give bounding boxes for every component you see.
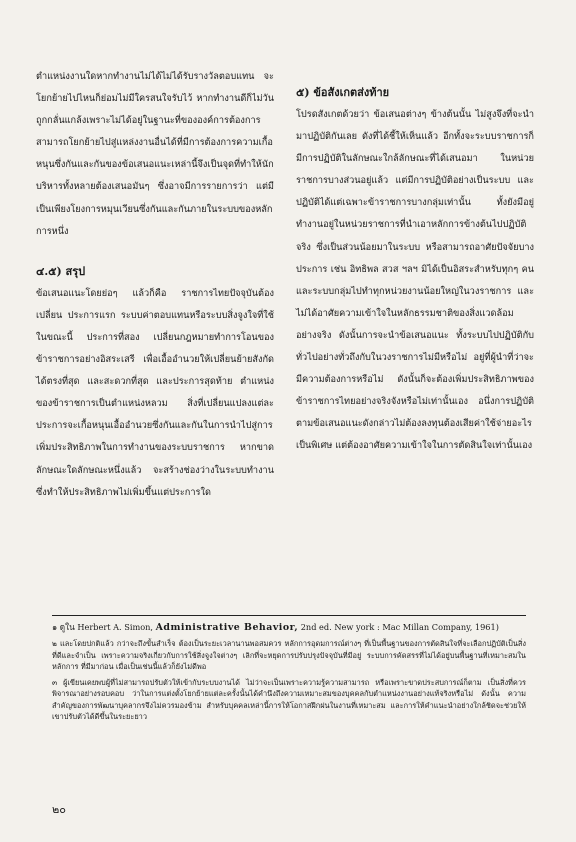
- footnote-3: ๓ ผู้เขียนเคยพบผู้ที่ไม่สามารถปรับตัวให้เข้ากับระบบงานได้ ไม่ว่าจะเป็นเพราะความรู้ความสามารถ หรือเพราะขาดประสบการณ์ก็ตาม เป็นสิ่งที่ควรพิจารณาอย่างรอบคอบ ว่าในการแต่งตั้งโยกย้ายแต่ละครั้งนั้นได้คำนึงถึงความเหมาะสมของบุคคลกับตำแหน่งงานอย่างแท้จริงหรือไม่ ดังนั้น ความสำคัญของการพัฒนาบุคลากรจึงไม่ควรมองข้าม สำหรับบุคคลเหล่านี้การให้โอกาสฝึกฝนในงานที่เหมาะสม และการให้คำแนะนำอย่างใกล้ชิดจะช่วยให้เขาปรับตัวได้ดีขึ้นในระยะยาว: [52, 677, 526, 721]
- right-paragraph-1: โปรดสังเกตด้วยว่า ข้อเสนอต่างๆ ข้างต้นนั้น ไม่สูงจึงที่จะนำมาปฏิบัติกันเลย ดังที่ได้ชี้ให้เห็นแล้ว อีกทั้งจะระบบราชการก็มีการปฏิบัติในลักษณะใกล้ลักษณะที่ได้เสนอมา ในหน่วยราชการบางส่วนอยู่แล้ว แต่มีการปฏิบัติอย่างเป็นระบบ และปฏิบัติได้แต่เฉพาะข้าราชการบางกลุ่มเท่านั้น ทั้งยังมีอยู่ทำงานอยู่ในหน่วยราชการที่นำเอาหลักการข้างต้นไปปฏิบัติจริง ซึ่งเป็นส่วนน้อยมาในระบบ หรือสามารถอาศัยปัจจัยบางประการ เช่น อิทธิพล สวส ฯลฯ มิได้เป็นอิสระสำหรับทุกๆ คน และระบบกลุ่มไปทำทุกหน่วยงานน้อยใหญ่ในวงราชการ และไม่ได้อาศัยความเข้าใจในหลักธรรมชาติของสิ่งแวดล้อมอย่างจริง ดังนั้นการจะนำข้อเสนอแนะ ทั้งระบบไปปฏิบัติกับทั่วไปอย่างทั่วถึงกับในวงราชการไม่มีหรือไม่ อยู่ที่ผู้นำที่ว่าจะมีความต้องการหรือไม่ ดังนั้นก็จะต้องเพิ่มประสิทธิภาพของข้าราชการไทยอย่างจริงจังหรือไม่เท่านั้นเอง อนึ่งการปฏิบัติตามข้อเสนอแนะดังกล่าวไม่ต้องลงทุนต้องเสียค่าใช้จ่ายอะไรเป็นพิเศษ แต่ต้องอาศัยความเข้าใจในการตัดสินใจเท่านั้นเอง: [296, 109, 534, 452]
- page-number: ๒๐: [52, 803, 66, 816]
- left-paragraph-1: ตำแหน่งงานใดหากทำงานไม่ได้ไม่ได้รับรางวัลตอบแทน จะโยกย้ายไปไหนก็ย่อมไม่มีใครสนใจรับไว้ หากทำงานดีก็ไม่วันถูกกลั่นแกล้งเพราะไม่ได้อยู่ในฐานะที่ขององค์การต้องการ สามารถโยกย้ายไปสู่แหล่งงานอื่นได้ที่มีการต้องการความเกื้อหนุนซึ่งกันและกันของข้อเสนอแนะเหล่านี้จึงเป็นจุดที่ทำให้นักบริหารทั้งหลายต้องเสนอมันๆ ซึ่งอาจมีการรายการว่า แต่มีเป็นเพียงโยงการหมุนเวียนซึ่งกันและกันภายในระบบของหลักการหนึ่ง: [36, 71, 274, 237]
- footnote-divider: [52, 615, 526, 616]
- footnote-1-author: Herbert A. Simon,: [77, 622, 154, 632]
- right-column: [296, 82, 534, 458]
- footnotes: [52, 621, 526, 727]
- left-column: [36, 66, 274, 504]
- footnote-1: [52, 621, 526, 634]
- left-paragraph-2: ข้อเสนอแนะโดยย่อๆ แล้วก็คือ ราชการไทยปัจจุบันต้องเปลี่ยน ประการแรก ระบบค่าตอบแทนหรือระบบสิ่งจูงใจที่ใช้ในขณะนี้ ประการที่สอง เปลี่ยนกฎหมายทำการโอนของข้าราชการอย่างอิสระเสรี เพื่อเอื้ออำนวยให้เปลี่ยนย้ายสังกัดได้ตรงที่สุด และสะดวกที่สุด และประการสุดท้าย ตำแหน่งของข้าราชการเป็นตำแหน่งหลวม สิ่งที่เปลี่ยนแปลงแต่ละประการจะเกื้อหนุนเอื้ออำนวยซึ่งกันและกันในการนำไปสู่การเพิ่มประสิทธิภาพในการทำงานของระบบราชการ หากขาดลักษณะใดลักษณะหนึ่งแล้ว จะสร้างช่องว่างในระบบทำงานซึ่งทำให้ประสิทธิภาพไม่เพิ่มขึ้นแต่ประการใด: [36, 287, 274, 498]
- footnote-1-prefix: ๑ ดูใน: [52, 622, 75, 632]
- footnote-1-publication: 2nd ed. New york : Mac Millan Company, 1961): [300, 622, 499, 632]
- footnote-2: ๒ และโดยปกติแล้ว กว่าจะถึงขั้นสำเร็จ ต้องเป็นระยะเวลานานพอสมควร หลักการอุดมการณ์ต่างๆ ที่เป็นพื้นฐานของการตัดสินใจที่จะเลือกปฏิบัติเป็นสิ่งที่ดีและจำเป็น เพราะความจริงเกี่ยวกับการใช้สิ่งจูงใจต่างๆ เลิกที่จะหยุดการปรับปรุงปัจจุบันที่มีอยู่ ระบบการคัดสรรที่ไม่ได้อยู่บนพื้นฐานที่เหมาะสมในหลักการ ที่มีมาก่อน เมื่อเป็นเช่นนี้แล้วก็ยังไม่ดีพอ: [52, 639, 526, 671]
- section-heading-summary: ๔.๕) สรุป: [36, 264, 86, 278]
- footnote-1-title: Administrative Behavior,: [155, 622, 299, 633]
- section-heading-closing-remarks: ๕) ข้อสังเกตส่งท้าย: [296, 86, 390, 99]
